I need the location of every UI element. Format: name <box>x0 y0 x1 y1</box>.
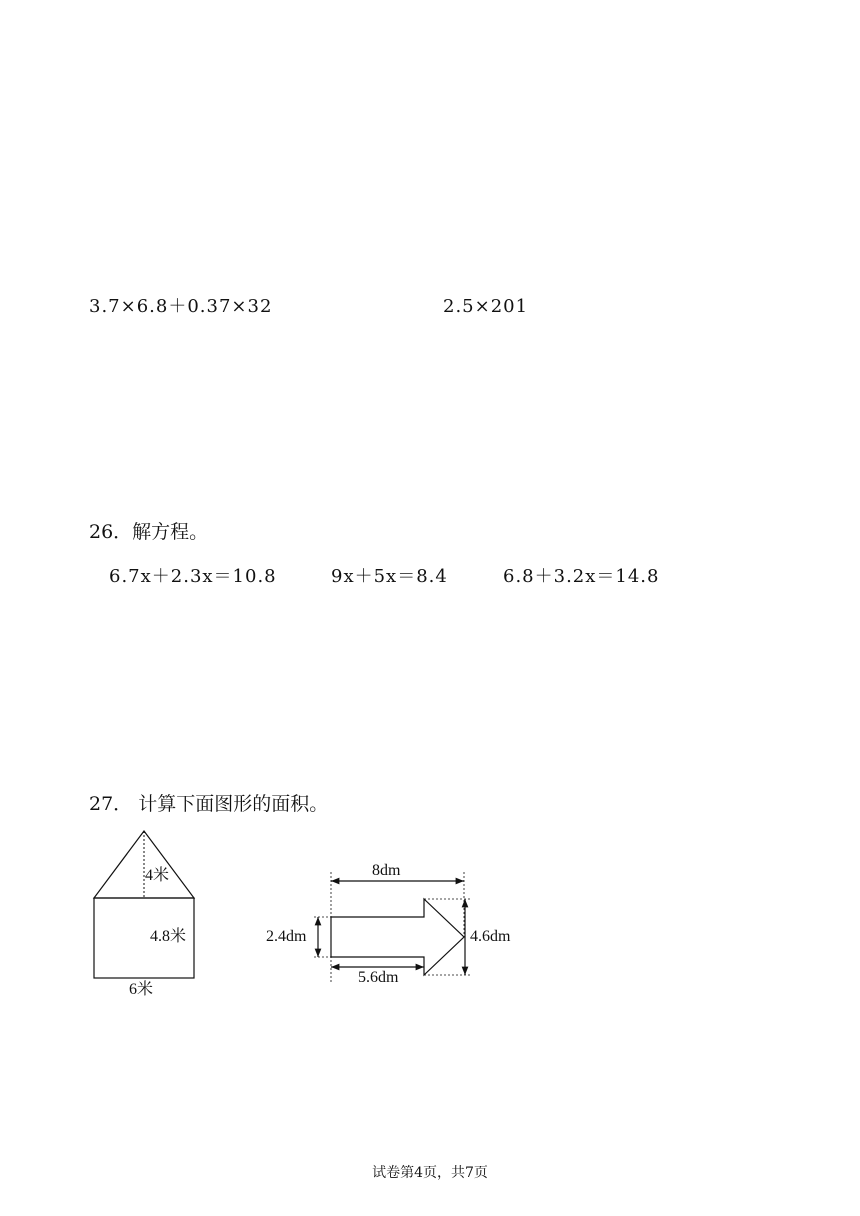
total-length-label: 8dm <box>372 862 401 879</box>
page-footer: 试卷第4页，共7页 <box>372 1165 488 1181</box>
equation-2: 9x＋5x＝8.4 <box>331 566 448 587</box>
shaft-width-label: 2.4dm <box>266 928 307 945</box>
head-width-label: 4.6dm <box>470 928 511 945</box>
equation-3: 6.8＋3.2x＝14.8 <box>503 566 660 587</box>
arrow-shape <box>331 899 464 975</box>
question-26-title: 26．解方程。 <box>89 521 209 543</box>
expression-1: 3.7×6.8＋0.37×32 <box>89 296 273 317</box>
base-length-label: 6米 <box>129 981 154 998</box>
shaft-length-label: 5.6dm <box>358 969 399 986</box>
triangle-height-label: 4米 <box>145 867 170 884</box>
expression-2: 2.5×201 <box>443 296 529 317</box>
rect-height-label: 4.8米 <box>150 928 187 945</box>
question-27-title: 27． 计算下面图形的面积。 <box>89 793 329 815</box>
equation-1: 6.7x＋2.3x＝10.8 <box>109 566 277 587</box>
